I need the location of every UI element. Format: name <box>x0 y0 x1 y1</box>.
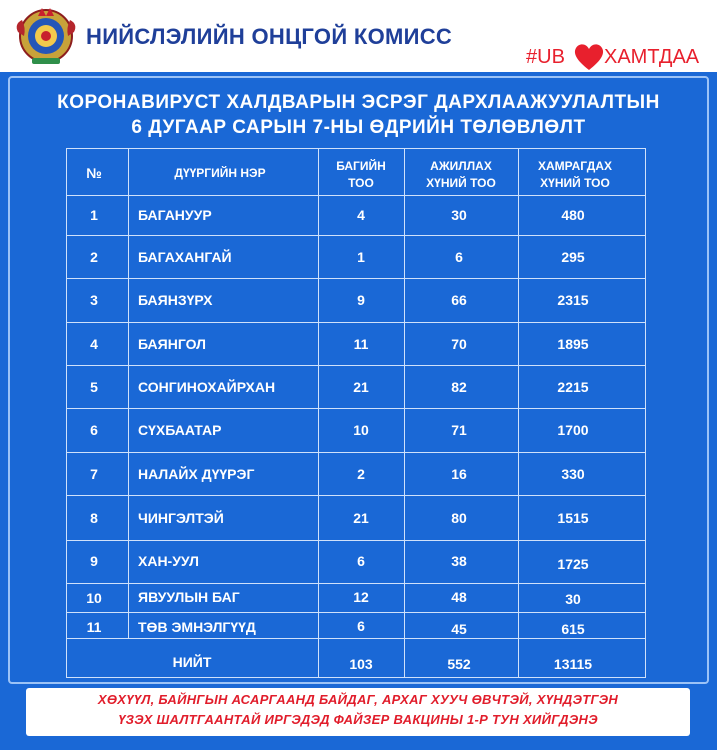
row-workers: 71 <box>451 422 467 438</box>
row-covered: 1895 <box>557 336 589 352</box>
row-district: ЧИНГЭЛТЭЙ <box>138 510 224 526</box>
column-header-workers-line-1: АЖИЛЛАХ <box>430 159 492 173</box>
row-workers: 66 <box>451 292 467 308</box>
grid-line <box>66 638 646 639</box>
grid-line <box>66 322 646 323</box>
row-covered: 615 <box>561 621 585 637</box>
heart-icon <box>572 40 606 72</box>
notice-line-2: ҮЗЭХ ШАЛТГААНТАЙ ИРГЭДЭД ФАЙЗЕР ВАКЦИНЫ 1-Р ТУН ХИЙГДЭНЭ <box>118 712 598 727</box>
hashtag-prefix: #UB <box>526 46 565 68</box>
row-workers: 38 <box>451 553 467 569</box>
column-header-covered-line-1: ХАМРАГДАХ <box>537 159 612 173</box>
row-teams: 21 <box>353 379 369 395</box>
row-district: БАГАНУУР <box>138 207 212 223</box>
hashtag-suffix: ХАМТДАА <box>604 46 700 68</box>
row-teams: 10 <box>353 422 369 438</box>
grid-line <box>66 583 646 584</box>
grid-line <box>66 195 646 196</box>
row-covered: 1700 <box>557 422 589 438</box>
row-covered: 30 <box>565 591 581 607</box>
row-workers: 82 <box>451 379 467 395</box>
row-workers: 30 <box>451 207 467 223</box>
row-district: БАГАХАНГАЙ <box>138 249 232 265</box>
row-number: 11 <box>86 619 102 635</box>
grid-line <box>645 148 646 678</box>
row-workers: 48 <box>451 589 467 605</box>
row-teams: 11 <box>353 336 369 352</box>
row-number: 9 <box>90 553 98 569</box>
row-workers: 6 <box>455 249 463 265</box>
row-district: БАЯНГОЛ <box>138 336 206 352</box>
grid-line <box>128 148 129 638</box>
row-number: 3 <box>90 292 98 308</box>
row-teams: 4 <box>357 207 365 223</box>
row-number: 4 <box>90 336 98 352</box>
row-number: 7 <box>90 466 98 482</box>
row-covered: 1725 <box>557 556 589 572</box>
column-header-covered-line-2: ХҮНИЙ ТОО <box>540 176 610 190</box>
column-header-teams-line-2: ТОО <box>348 176 374 190</box>
title-line-1: КОРОНАВИРУСТ ХАЛДВАРЫН ЭСРЭГ ДАРХЛААЖУУЛАЛТЫН <box>57 92 660 113</box>
title-line-2: 6 ДУГААР САРЫН 7-НЫ ӨДРИЙН ТӨЛӨВЛӨЛТ <box>131 117 586 138</box>
row-district: ХАН-УУЛ <box>138 553 199 569</box>
total-covered: 13115 <box>553 656 593 672</box>
row-workers: 45 <box>451 621 467 637</box>
column-header-workers-line-2: ХҮНИЙ ТОО <box>426 176 496 190</box>
total-label: НИЙТ <box>172 654 212 670</box>
row-number: 10 <box>86 590 102 606</box>
row-teams: 1 <box>357 249 365 265</box>
row-covered: 295 <box>561 249 585 265</box>
row-district: СОНГИНОХАЙРХАН <box>138 379 276 395</box>
grid-line <box>66 278 646 279</box>
grid-line <box>66 148 67 678</box>
row-workers: 70 <box>451 336 467 352</box>
row-teams: 2 <box>357 466 365 482</box>
row-district: СҮХБААТАР <box>138 422 222 438</box>
row-workers: 16 <box>451 466 467 482</box>
row-covered: 2315 <box>557 292 589 308</box>
row-number: 6 <box>90 422 98 438</box>
total-workers: 552 <box>447 656 471 672</box>
column-header-teams-line-1: БАГИЙН <box>336 159 386 173</box>
row-district: НАЛАЙХ ДҮҮРЭГ <box>138 466 255 482</box>
row-number: 8 <box>90 510 98 526</box>
grid-line <box>66 452 646 453</box>
row-covered: 330 <box>561 466 585 482</box>
row-number: 5 <box>90 379 98 395</box>
row-teams: 21 <box>353 510 369 526</box>
grid-line <box>66 495 646 496</box>
grid-line <box>66 540 646 541</box>
row-covered: 1515 <box>557 510 589 526</box>
total-teams: 103 <box>349 656 373 672</box>
grid-line <box>66 365 646 366</box>
state-emblem-icon <box>12 2 80 68</box>
row-covered: 480 <box>561 207 585 223</box>
grid-line <box>66 148 646 149</box>
row-number: 2 <box>90 249 98 265</box>
row-teams: 6 <box>357 553 365 569</box>
notice-line-1: ХӨХҮҮЛ, БАЙНГЫН АСАРГААНД БАЙДАГ, АРХАГ ХУУЧ ӨВЧТЭЙ, ХҮНДЭТГЭН <box>97 692 619 707</box>
column-header-district: ДҮҮРГИЙН НЭР <box>174 166 266 180</box>
grid-line <box>66 677 646 678</box>
row-workers: 80 <box>451 510 467 526</box>
row-teams: 12 <box>353 589 369 605</box>
row-district: ЯВУУЛЫН БАГ <box>138 589 240 605</box>
row-covered: 2215 <box>557 379 589 395</box>
organization-name: НИЙСЛЭЛИЙН ОНЦГОЙ КОМИСС <box>86 24 453 49</box>
row-teams: 6 <box>357 618 365 634</box>
row-number: 1 <box>90 207 98 223</box>
grid-line <box>66 612 646 613</box>
row-district: ТӨВ ЭМНЭЛГҮҮД <box>138 619 256 635</box>
row-district: БАЯНЗҮРХ <box>138 292 213 308</box>
row-teams: 9 <box>357 292 365 308</box>
column-header-number: № <box>86 165 102 181</box>
grid-line <box>66 408 646 409</box>
grid-line <box>66 235 646 236</box>
